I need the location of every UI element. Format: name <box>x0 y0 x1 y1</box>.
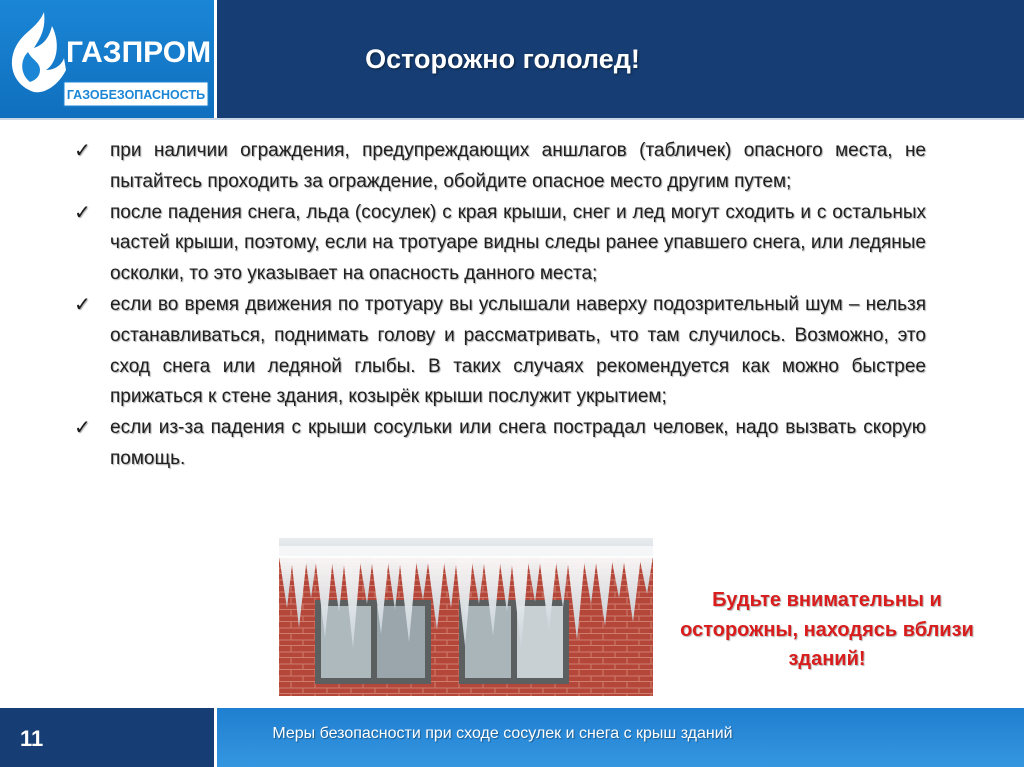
gazprom-logo <box>0 0 217 118</box>
slide-footer <box>0 708 1024 767</box>
footer-caption: Меры безопасности при сходе сосулек и снега с крыш зданий <box>272 725 733 742</box>
checkmark-icon: ✓ <box>74 140 91 162</box>
icicles-illustration <box>279 538 653 696</box>
slide-header <box>0 0 1024 120</box>
warning-message: Будьте внимательны и осторожны, находясь вблизи зданий! <box>680 589 974 670</box>
logo-subtitle: ГАЗОБЕЗОПАСНОСТЬ <box>66 88 206 102</box>
page-number: 11 <box>20 726 44 751</box>
footer-bar <box>217 708 1024 767</box>
slide-title: Осторожно гололед! <box>365 43 640 74</box>
checkmark-icon: ✓ <box>74 201 91 224</box>
bullet-text: если во время движения по тротуару вы услышали наверху подозрительный шум – нельзя останавливаться, поднимать голову и рассматривать, что там случилось. Возможно, это сход снега или ледяной глыбы. В таких случаях рекомендуется как можно быстрее прижаться к стене здания, козырёк крыши послужит укрытием; <box>110 293 926 408</box>
bullet-text: после падения снега, льда (сосулек) с края крыши, снег и лед могут сходить и с остальных частей крыши, поэтому, если на тротуаре видны следы ранее упавшего снега, или ледяные осколки, то это указывает на опасность данного места; <box>110 201 926 285</box>
bullet-text: если из-за падения с крыши сосульки или снега пострадал человек, надо вызвать скорую помощь. <box>110 417 926 469</box>
list-item <box>70 198 926 290</box>
title-bar <box>217 0 1024 118</box>
list-item <box>70 413 926 475</box>
list-item <box>70 136 926 198</box>
gazprom-flame-icon <box>0 0 214 118</box>
bullet-text: при наличии ограждения, предупреждающих аншлагов (табличек) опасного места, не пытайтесь проходить за ограждение, обойдите опасное место другим путем; <box>110 140 926 192</box>
checkmark-icon: ✓ <box>74 293 91 316</box>
header-divider <box>0 118 1024 120</box>
list-item <box>70 290 926 413</box>
bullet-list <box>70 136 926 475</box>
logo-brand: ГАЗПРОМ <box>66 36 212 69</box>
checkmark-icon: ✓ <box>74 417 91 440</box>
icicles-photo <box>279 538 653 696</box>
